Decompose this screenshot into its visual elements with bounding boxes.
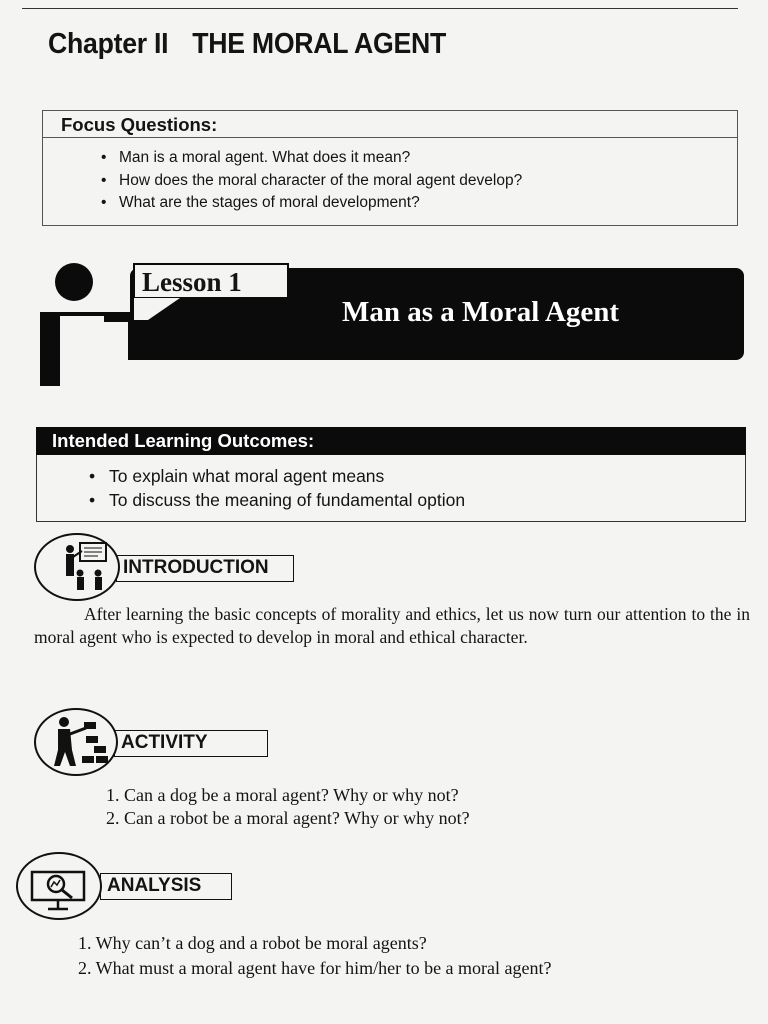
learning-outcomes-title: Intended Learning Outcomes:: [52, 430, 315, 451]
analysis-list: [78, 931, 552, 981]
introduction-text: After learning the basic concepts of morality and ethics, let us now turn our attention to the in moral agent who is expected to develop in moral and ethical character.: [34, 604, 750, 647]
list-item: • To discuss the meaning of fundamental option: [89, 488, 465, 512]
top-rule: [22, 8, 738, 9]
magnifier-monitor-icon: [16, 852, 102, 920]
chapter-heading: [48, 28, 446, 61]
learning-outcomes-box: [36, 427, 746, 522]
introduction-label: INTRODUCTION: [116, 555, 294, 582]
learning-outcomes-header: [36, 427, 746, 455]
analysis-label: ANALYSIS: [100, 873, 232, 900]
list-item: • To explain what moral agent means: [89, 464, 465, 488]
presentation-icon: [34, 533, 120, 601]
focus-questions-title: Focus Questions:: [61, 114, 218, 135]
activity-label: ACTIVITY: [114, 730, 268, 757]
learning-outcomes-list: [89, 464, 465, 512]
lesson-banner: [0, 258, 768, 388]
chapter-title: THE MORAL AGENT: [192, 28, 446, 60]
lesson-label: Lesson 1: [142, 267, 242, 297]
list-item: 1. Can a dog be a moral agent? Why or why not?: [106, 785, 459, 805]
focus-questions-box: [42, 110, 738, 226]
building-blocks-icon: [34, 708, 118, 776]
chapter-number: Chapter II: [48, 28, 169, 60]
list-item: 2. What must a moral agent have for him/her to be a moral agent?: [78, 958, 552, 978]
list-item: • What are the stages of moral development?: [101, 192, 522, 215]
focus-questions-header: [43, 111, 737, 138]
lesson-title: Man as a Moral Agent: [342, 296, 620, 328]
activity-list: [106, 784, 470, 830]
focus-questions-list: [101, 147, 522, 215]
list-item: • How does the moral character of the moral agent develop?: [101, 170, 522, 193]
list-item: • Man is a moral agent. What does it mean?: [101, 147, 522, 170]
list-item: 1. Why can’t a dog and a robot be moral agents?: [78, 933, 427, 953]
list-item: 2. Can a robot be a moral agent? Why or why not?: [106, 808, 470, 828]
